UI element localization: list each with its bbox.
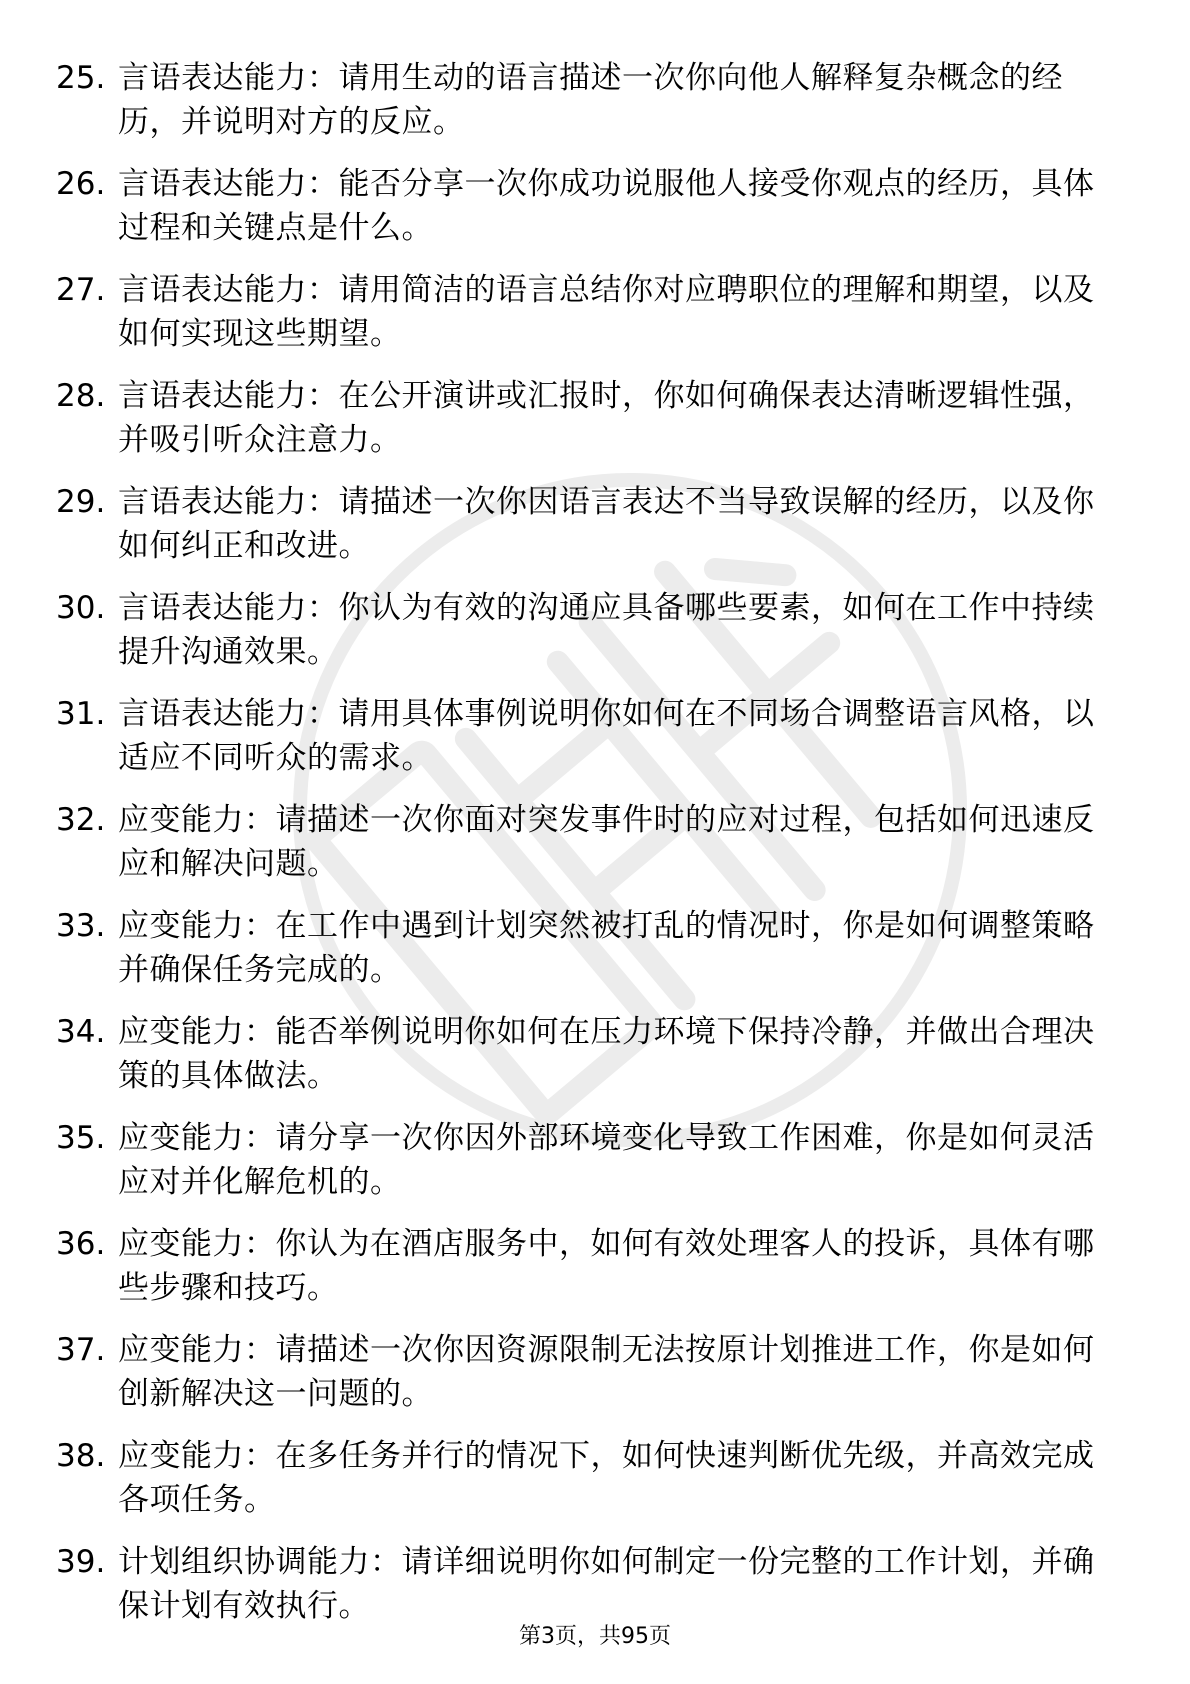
question-text: 言语表达能力：能否分享一次你成功说服他人接受你观点的经历，具体过程和关键点是什么。 [118, 166, 1095, 246]
question-number: 30. [56, 590, 106, 626]
page-footer [0, 1622, 1190, 1652]
list-item [56, 56, 1136, 162]
question-number: 35. [56, 1120, 106, 1156]
list-item [56, 1116, 1136, 1222]
list-item [56, 1328, 1136, 1434]
question-list [56, 56, 1136, 1646]
question-number: 39. [56, 1544, 106, 1580]
list-item [56, 374, 1136, 480]
list-item [56, 1434, 1136, 1540]
list-item [56, 162, 1136, 268]
question-text: 言语表达能力：请用具体事例说明你如何在不同场合调整语言风格，以适应不同听众的需求。 [118, 696, 1095, 776]
question-number: 28. [56, 378, 106, 414]
question-text: 言语表达能力：请用简洁的语言总结你对应聘职位的理解和期望，以及如何实现这些期望。 [118, 272, 1095, 352]
question-number: 32. [56, 802, 106, 838]
question-text: 应变能力：你认为在酒店服务中，如何有效处理客人的投诉，具体有哪些步骤和技巧。 [118, 1226, 1095, 1306]
question-text: 应变能力：在多任务并行的情况下，如何快速判断优先级，并高效完成各项任务。 [118, 1438, 1095, 1518]
question-number: 37. [56, 1332, 106, 1368]
question-text: 应变能力：请分享一次你因外部环境变化导致工作困难，你是如何灵活应对并化解危机的。 [118, 1120, 1095, 1200]
question-number: 34. [56, 1014, 106, 1050]
question-text: 言语表达能力：请用生动的语言描述一次你向他人解释复杂概念的经历，并说明对方的反应。 [118, 60, 1063, 140]
page-number-label: 第3页，共95页 [519, 1624, 671, 1649]
list-item [56, 268, 1136, 374]
question-text: 计划组织协调能力：请详细说明你如何制定一份完整的工作计划，并确保计划有效执行。 [118, 1544, 1095, 1624]
question-number: 26. [56, 166, 106, 202]
question-text: 应变能力：请描述一次你面对突发事件时的应对过程，包括如何迅速反应和解决问题。 [118, 802, 1095, 882]
question-text: 应变能力：请描述一次你因资源限制无法按原计划推进工作，你是如何创新解决这一问题的。 [118, 1332, 1095, 1412]
list-item [56, 692, 1136, 798]
list-item [56, 904, 1136, 1010]
list-item [56, 1222, 1136, 1328]
list-item [56, 1010, 1136, 1116]
question-text: 言语表达能力：在公开演讲或汇报时，你如何确保表达清晰逻辑性强，并吸引听众注意力。 [118, 378, 1095, 458]
question-text: 言语表达能力：你认为有效的沟通应具备哪些要素，如何在工作中持续提升沟通效果。 [118, 590, 1095, 670]
question-number: 33. [56, 908, 106, 944]
question-text: 应变能力：能否举例说明你如何在压力环境下保持冷静，并做出合理决策的具体做法。 [118, 1014, 1095, 1094]
question-number: 27. [56, 272, 106, 308]
question-text: 应变能力：在工作中遇到计划突然被打乱的情况时，你是如何调整策略并确保任务完成的。 [118, 908, 1095, 988]
question-number: 31. [56, 696, 106, 732]
question-number: 38. [56, 1438, 106, 1474]
question-text: 言语表达能力：请描述一次你因语言表达不当导致误解的经历，以及你如何纠正和改进。 [118, 484, 1095, 564]
list-item [56, 480, 1136, 586]
list-item [56, 586, 1136, 692]
list-item [56, 798, 1136, 904]
question-number: 29. [56, 484, 106, 520]
question-number: 25. [56, 60, 106, 96]
question-number: 36. [56, 1226, 106, 1262]
